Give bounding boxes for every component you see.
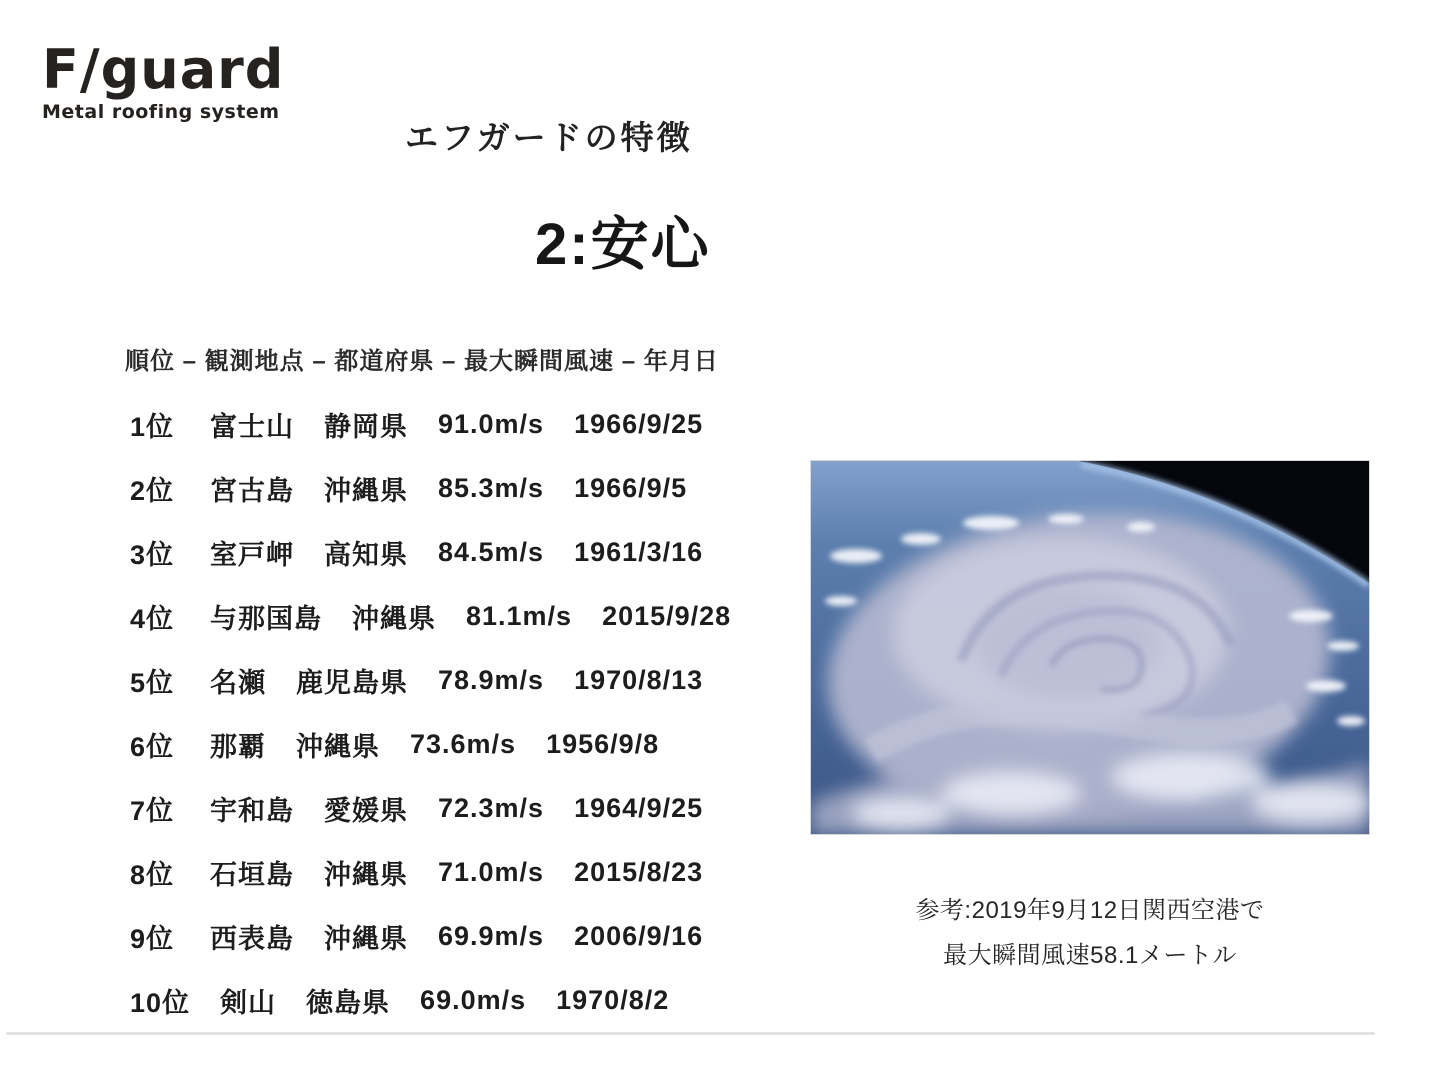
ranking-row	[130, 969, 731, 1033]
ranking-row	[130, 841, 731, 905]
windspeed-cell: 78.9m/s	[438, 664, 545, 695]
photo-caption-line1: 参考:2019年9月12日関西空港で	[915, 897, 1265, 924]
prefecture-cell: 沖縄県	[324, 924, 408, 955]
prefecture-cell: 静岡県	[324, 411, 408, 442]
ranking-row	[130, 520, 731, 584]
rank-cell: 2位	[130, 475, 175, 506]
rank-cell: 5位	[130, 667, 175, 698]
date-cell: 2015/9/28	[602, 600, 732, 631]
rank-cell: 4位	[130, 603, 175, 634]
prefecture-cell: 徳島県	[306, 988, 391, 1019]
wind-speed-ranking-list	[130, 392, 731, 1033]
ranking-column-header: 順位 – 観測地点 – 都道府県 – 最大瞬間風速 – 年月日	[125, 348, 719, 375]
ranking-row	[130, 584, 731, 648]
date-cell: 1970/8/13	[574, 664, 704, 695]
prefecture-cell: 沖縄県	[296, 732, 380, 763]
photo-caption	[810, 888, 1370, 978]
rank-cell: 10位	[130, 988, 191, 1019]
station-cell: 与那国島	[210, 603, 322, 634]
date-cell: 2015/8/23	[574, 857, 704, 888]
typhoon-satellite-photo	[810, 460, 1370, 835]
prefecture-cell: 沖縄県	[324, 860, 408, 891]
station-cell: 宇和島	[210, 796, 294, 827]
date-cell: 1964/9/25	[574, 793, 704, 824]
date-cell: 1966/9/5	[574, 472, 688, 503]
prefecture-cell: 高知県	[324, 539, 408, 570]
windspeed-cell: 69.9m/s	[438, 921, 545, 952]
date-cell: 1956/9/8	[546, 729, 660, 760]
rank-cell: 8位	[130, 860, 175, 891]
ranking-row	[130, 392, 731, 456]
rank-cell: 9位	[130, 924, 175, 955]
slide-title: エフガードの特徴	[405, 119, 693, 156]
prefecture-cell: 沖縄県	[324, 475, 408, 506]
date-cell: 1961/3/16	[574, 536, 704, 567]
photo-caption-line2: 最大瞬間風速58.1メートル	[943, 942, 1237, 969]
windspeed-cell: 69.0m/s	[420, 985, 527, 1016]
station-cell: 富士山	[210, 411, 294, 442]
prefecture-cell: 鹿児島県	[296, 667, 408, 698]
ranking-row	[130, 712, 731, 776]
station-cell: 剣山	[220, 988, 277, 1019]
ranking-row	[130, 456, 731, 520]
station-cell: 石垣島	[210, 860, 294, 891]
station-cell: 名瀬	[210, 667, 266, 698]
date-cell: 1970/8/2	[556, 985, 670, 1016]
station-cell: 那覇	[210, 732, 266, 763]
rank-cell: 6位	[130, 732, 175, 763]
windspeed-cell: 91.0m/s	[438, 408, 545, 439]
date-cell: 1966/9/25	[574, 408, 704, 439]
windspeed-cell: 73.6m/s	[410, 729, 517, 760]
rank-cell: 1位	[130, 411, 175, 442]
date-cell: 2006/9/16	[574, 921, 704, 952]
station-cell: 西表島	[210, 924, 294, 955]
windspeed-cell: 84.5m/s	[438, 536, 545, 567]
feature-heading: 2:安心	[535, 212, 711, 277]
ranking-row	[130, 777, 731, 841]
rank-cell: 7位	[130, 796, 175, 827]
windspeed-cell: 81.1m/s	[466, 600, 573, 631]
ranking-row	[130, 648, 731, 712]
prefecture-cell: 愛媛県	[324, 796, 408, 827]
rank-cell: 3位	[130, 539, 175, 570]
windspeed-cell: 85.3m/s	[438, 472, 545, 503]
station-cell: 室戸岬	[210, 539, 294, 570]
windspeed-cell: 71.0m/s	[438, 857, 545, 888]
windspeed-cell: 72.3m/s	[438, 793, 545, 824]
station-cell: 宮古島	[210, 475, 294, 506]
brand-tagline: Metal roofing system	[42, 101, 280, 124]
brand-logo	[42, 40, 284, 123]
brand-name: F/guard	[42, 38, 285, 101]
page-bottom-divider	[6, 1032, 1375, 1035]
prefecture-cell: 沖縄県	[352, 603, 436, 634]
ranking-row	[130, 905, 731, 969]
